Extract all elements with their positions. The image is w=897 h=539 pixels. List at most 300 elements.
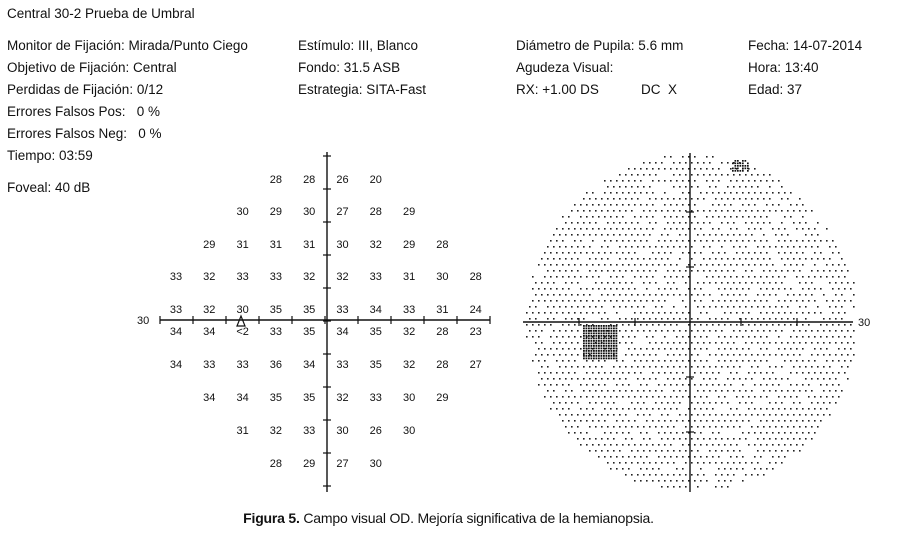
gray-dot <box>748 372 750 374</box>
gray-dot <box>847 330 849 332</box>
gray-dot <box>832 276 834 278</box>
gray-dot <box>694 168 696 170</box>
threshold-value: 32 <box>303 271 316 283</box>
threshold-value: 23 <box>469 326 482 338</box>
scotoma-dot <box>583 343 585 345</box>
gray-dot <box>721 222 723 224</box>
gray-dot <box>562 240 564 242</box>
gray-dot <box>604 288 606 290</box>
gray-dot <box>772 228 774 230</box>
gray-dot <box>655 282 657 284</box>
gray-dot <box>742 264 744 266</box>
gray-dot <box>610 432 612 434</box>
gray-dot <box>676 384 678 386</box>
gray-dot <box>844 288 846 290</box>
gray-dot <box>655 222 657 224</box>
scotoma-dot <box>596 358 598 360</box>
threshold-value: 28 <box>469 271 482 283</box>
gray-dot <box>745 222 747 224</box>
gray-dot <box>838 252 840 254</box>
gray-dot <box>760 420 762 422</box>
gray-dot <box>667 402 669 404</box>
gray-dot <box>751 210 753 212</box>
gray-dot <box>775 438 777 440</box>
gray-dot <box>709 222 711 224</box>
threshold-value: 33 <box>236 359 249 371</box>
gray-dot <box>763 210 765 212</box>
gray-dot <box>718 264 720 266</box>
gray-dot <box>700 384 702 386</box>
gray-dot <box>643 438 645 440</box>
gray-dot <box>625 474 627 476</box>
gray-dot <box>817 234 819 236</box>
gray-dot <box>706 192 708 194</box>
gray-dot <box>766 276 768 278</box>
gray-dot <box>610 444 612 446</box>
gray-dot <box>823 342 825 344</box>
gray-dot <box>697 438 699 440</box>
gray-dot <box>553 294 555 296</box>
gray-dot <box>568 348 570 350</box>
gray-dot <box>637 234 639 236</box>
gray-dot <box>718 324 720 326</box>
gray-dot <box>682 312 684 314</box>
gray-dot <box>718 456 720 458</box>
gray-dot <box>772 324 774 326</box>
gray-dot <box>763 258 765 260</box>
gray-dot <box>706 444 708 446</box>
scotoma-dot <box>613 343 615 345</box>
gray-dot <box>793 318 795 320</box>
gray-dot <box>697 354 699 356</box>
gray-dot <box>712 432 714 434</box>
gray-dot <box>571 390 573 392</box>
gray-dot <box>754 240 756 242</box>
gray-dot <box>589 222 591 224</box>
gray-dot <box>667 210 669 212</box>
gray-dot <box>802 240 804 242</box>
gray-dot <box>811 378 813 380</box>
scotoma-dot <box>603 355 605 357</box>
gray-dot <box>742 432 744 434</box>
gray-dot <box>679 402 681 404</box>
gray-dot <box>763 306 765 308</box>
gray-dot <box>571 222 573 224</box>
gray-dot <box>568 312 570 314</box>
gray-dot <box>733 378 735 380</box>
gray-dot <box>562 420 564 422</box>
gray-dot <box>766 264 768 266</box>
scotoma-dot <box>593 340 595 342</box>
gray-dot <box>637 258 639 260</box>
gray-dot <box>616 432 618 434</box>
gray-dot <box>559 234 561 236</box>
gray-dot <box>667 342 669 344</box>
gray-dot <box>709 462 711 464</box>
gray-dot <box>670 180 672 182</box>
scotoma-dot <box>616 348 618 350</box>
gray-dot <box>619 186 621 188</box>
gray-dot <box>640 192 642 194</box>
gray-dot <box>586 420 588 422</box>
scotoma-dot <box>588 338 590 340</box>
gray-dot <box>712 408 714 410</box>
gray-dot <box>709 234 711 236</box>
gray-dot <box>766 312 768 314</box>
gray-dot <box>826 348 828 350</box>
scotoma-dot <box>591 328 593 330</box>
gray-dot <box>673 210 675 212</box>
gray-dot <box>661 402 663 404</box>
gray-dot <box>673 366 675 368</box>
gray-dot <box>775 306 777 308</box>
gray-dot <box>751 234 753 236</box>
scotoma-dot <box>586 330 588 332</box>
gray-dot <box>760 468 762 470</box>
gray-dot <box>694 336 696 338</box>
gray-dot <box>637 474 639 476</box>
gray-dot <box>745 234 747 236</box>
gray-dot <box>823 390 825 392</box>
scotoma-dot <box>593 350 595 352</box>
scotoma-dot <box>586 335 588 337</box>
gray-dot <box>679 342 681 344</box>
gray-dot <box>751 414 753 416</box>
gray-dot <box>709 282 711 284</box>
gray-dot <box>715 462 717 464</box>
gray-dot <box>550 300 552 302</box>
gray-dot <box>667 426 669 428</box>
gray-dot <box>652 180 654 182</box>
gray-dot <box>622 300 624 302</box>
scotoma-dot <box>598 358 600 360</box>
threshold-value: 30 <box>336 425 349 437</box>
gray-dot <box>721 486 723 488</box>
gray-dot <box>565 342 567 344</box>
gray-dot <box>685 210 687 212</box>
gray-dot <box>646 408 648 410</box>
gray-dot <box>646 288 648 290</box>
gray-dot <box>799 222 801 224</box>
gray-dot <box>811 234 813 236</box>
gray-dot <box>682 348 684 350</box>
gray-dot <box>553 282 555 284</box>
gray-dot <box>727 222 729 224</box>
gray-dot <box>616 408 618 410</box>
gray-dot <box>739 258 741 260</box>
gray-dot <box>616 420 618 422</box>
gray-dot <box>613 378 615 380</box>
gray-dot <box>736 240 738 242</box>
gray-dot <box>664 360 666 362</box>
scotoma-dot <box>598 355 600 357</box>
scotoma-dot <box>608 333 610 335</box>
gray-dot <box>565 282 567 284</box>
gray-dot <box>550 348 552 350</box>
gray-dot <box>706 384 708 386</box>
gray-dot <box>664 156 666 158</box>
gray-dot <box>664 420 666 422</box>
gray-dot <box>814 336 816 338</box>
scotoma-dot <box>747 163 749 165</box>
gray-dot <box>730 264 732 266</box>
gray-dot <box>832 372 834 374</box>
gray-dot <box>781 366 783 368</box>
gray-dot <box>733 462 735 464</box>
scotoma-dot <box>611 358 613 360</box>
gray-dot <box>694 384 696 386</box>
gray-dot <box>562 360 564 362</box>
gray-dot <box>793 222 795 224</box>
gray-dot <box>643 174 645 176</box>
gray-dot <box>802 444 804 446</box>
gray-dot <box>652 204 654 206</box>
scotoma-dot <box>591 348 593 350</box>
gray-dot <box>670 408 672 410</box>
gray-dot <box>619 462 621 464</box>
gray-dot <box>757 222 759 224</box>
gray-dot <box>811 282 813 284</box>
gray-dot <box>775 414 777 416</box>
gray-dot <box>682 228 684 230</box>
gray-dot <box>604 264 606 266</box>
gray-dot <box>643 186 645 188</box>
gray-dot <box>721 354 723 356</box>
gray-dot <box>790 348 792 350</box>
gray-dot <box>778 300 780 302</box>
gray-dot <box>712 300 714 302</box>
gray-dot <box>745 258 747 260</box>
scotoma-dot <box>611 333 613 335</box>
gray-dot <box>685 282 687 284</box>
gray-dot <box>643 402 645 404</box>
gray-dot <box>607 258 609 260</box>
gray-dot <box>571 210 573 212</box>
gray-dot <box>850 324 852 326</box>
gray-dot <box>589 234 591 236</box>
gray-dot <box>640 180 642 182</box>
gray-dot <box>793 390 795 392</box>
gray-dot <box>691 258 693 260</box>
gray-dot <box>616 228 618 230</box>
gray-dot <box>673 186 675 188</box>
gray-dot <box>700 468 702 470</box>
gray-dot <box>760 336 762 338</box>
gray-dot <box>541 366 543 368</box>
gray-dot <box>748 396 750 398</box>
gray-dot <box>730 300 732 302</box>
gray-dot <box>703 222 705 224</box>
gray-dot <box>637 462 639 464</box>
gray-dot <box>718 480 720 482</box>
gray-dot <box>580 288 582 290</box>
gray-dot <box>730 336 732 338</box>
gray-dot <box>697 366 699 368</box>
scotoma-dot <box>613 350 615 352</box>
gray-dot <box>715 270 717 272</box>
gray-dot <box>679 258 681 260</box>
scotoma-dot <box>613 335 615 337</box>
gray-dot <box>715 390 717 392</box>
gray-dot <box>577 210 579 212</box>
gray-dot <box>565 222 567 224</box>
gray-dot <box>628 408 630 410</box>
gray-dot <box>574 252 576 254</box>
gray-dot <box>838 312 840 314</box>
gray-dot <box>820 252 822 254</box>
gray-dot <box>817 402 819 404</box>
gray-dot <box>628 288 630 290</box>
gray-dot <box>655 162 657 164</box>
gray-dot <box>721 426 723 428</box>
gray-dot <box>697 186 699 188</box>
scotoma-dot <box>583 348 585 350</box>
scotoma-dot <box>616 350 618 352</box>
gray-dot <box>739 294 741 296</box>
gray-dot <box>622 276 624 278</box>
gray-dot <box>601 282 603 284</box>
gray-dot <box>574 432 576 434</box>
gray-dot <box>559 342 561 344</box>
scotoma-dot <box>606 345 608 347</box>
gray-dot <box>619 198 621 200</box>
gray-dot <box>562 228 564 230</box>
gray-dot <box>838 324 840 326</box>
gray-dot <box>637 306 639 308</box>
gray-dot <box>547 354 549 356</box>
gray-dot <box>838 264 840 266</box>
gray-dot <box>667 234 669 236</box>
gray-dot <box>664 264 666 266</box>
gray-dot <box>706 264 708 266</box>
gray-dot <box>532 288 534 290</box>
gray-dot <box>664 444 666 446</box>
gray-dot <box>613 270 615 272</box>
gray-dot <box>715 354 717 356</box>
gray-dot <box>619 282 621 284</box>
gray-dot <box>808 228 810 230</box>
gray-dot <box>565 366 567 368</box>
scotoma-dot <box>601 355 603 357</box>
gray-dot <box>532 360 534 362</box>
gray-dot <box>586 312 588 314</box>
gray-dot <box>769 330 771 332</box>
gray-dot <box>754 408 756 410</box>
gray-dot <box>655 318 657 320</box>
gray-dot <box>694 348 696 350</box>
scotoma-dot <box>611 350 613 352</box>
gray-dot <box>685 366 687 368</box>
scotoma-dot <box>608 343 610 345</box>
scotoma-dot <box>601 353 603 355</box>
gray-dot <box>637 186 639 188</box>
gray-dot <box>736 300 738 302</box>
gray-dot <box>535 354 537 356</box>
scotoma-dot <box>747 165 749 167</box>
gray-dot <box>622 360 624 362</box>
gray-dot <box>766 420 768 422</box>
gray-dot <box>685 234 687 236</box>
gray-dot <box>811 294 813 296</box>
gray-dot <box>676 216 678 218</box>
gray-dot <box>799 282 801 284</box>
gray-dot <box>556 408 558 410</box>
gray-dot <box>814 288 816 290</box>
gray-dot <box>790 240 792 242</box>
gray-dot <box>745 414 747 416</box>
gray-dot <box>853 282 855 284</box>
gray-dot <box>547 318 549 320</box>
gray-dot <box>745 186 747 188</box>
gray-dot <box>811 366 813 368</box>
gray-dot <box>721 474 723 476</box>
gray-dot <box>643 282 645 284</box>
gray-dot <box>751 402 753 404</box>
gray-dot <box>703 282 705 284</box>
gray-dot <box>760 264 762 266</box>
scotoma-dot <box>586 353 588 355</box>
gray-dot <box>742 360 744 362</box>
gray-dot <box>850 288 852 290</box>
gray-dot <box>661 330 663 332</box>
threshold-value: 33 <box>236 271 249 283</box>
gray-dot <box>538 324 540 326</box>
gray-dot <box>802 336 804 338</box>
gray-dot <box>640 276 642 278</box>
gray-dot <box>694 180 696 182</box>
gray-dot <box>775 282 777 284</box>
gray-dot <box>565 390 567 392</box>
scotoma-dot <box>583 325 585 327</box>
scotoma-dot <box>583 345 585 347</box>
gray-dot <box>664 300 666 302</box>
gray-dot <box>550 240 552 242</box>
gray-dot <box>700 372 702 374</box>
gray-dot <box>733 294 735 296</box>
gray-dot <box>733 390 735 392</box>
gray-dot <box>781 330 783 332</box>
gray-dot <box>754 228 756 230</box>
gray-dot <box>715 402 717 404</box>
gray-dot <box>760 324 762 326</box>
gray-dot <box>757 318 759 320</box>
gray-dot <box>556 336 558 338</box>
gray-dot <box>766 396 768 398</box>
gray-dot <box>781 222 783 224</box>
gray-dot <box>838 360 840 362</box>
gray-dot <box>712 420 714 422</box>
gray-dot <box>601 366 603 368</box>
gray-dot <box>814 252 816 254</box>
gray-dot <box>619 450 621 452</box>
gray-dot <box>745 210 747 212</box>
gray-dot <box>718 348 720 350</box>
gray-dot <box>556 372 558 374</box>
gray-dot <box>661 390 663 392</box>
gray-dot <box>775 294 777 296</box>
gray-dot <box>679 186 681 188</box>
gray-dot <box>673 198 675 200</box>
gray-dot <box>622 456 624 458</box>
gray-dot <box>751 330 753 332</box>
gray-dot <box>673 318 675 320</box>
gray-dot <box>781 378 783 380</box>
gray-dot <box>721 198 723 200</box>
gray-dot <box>685 330 687 332</box>
gray-dot <box>622 444 624 446</box>
gray-dot <box>628 324 630 326</box>
threshold-value: 26 <box>369 425 382 437</box>
